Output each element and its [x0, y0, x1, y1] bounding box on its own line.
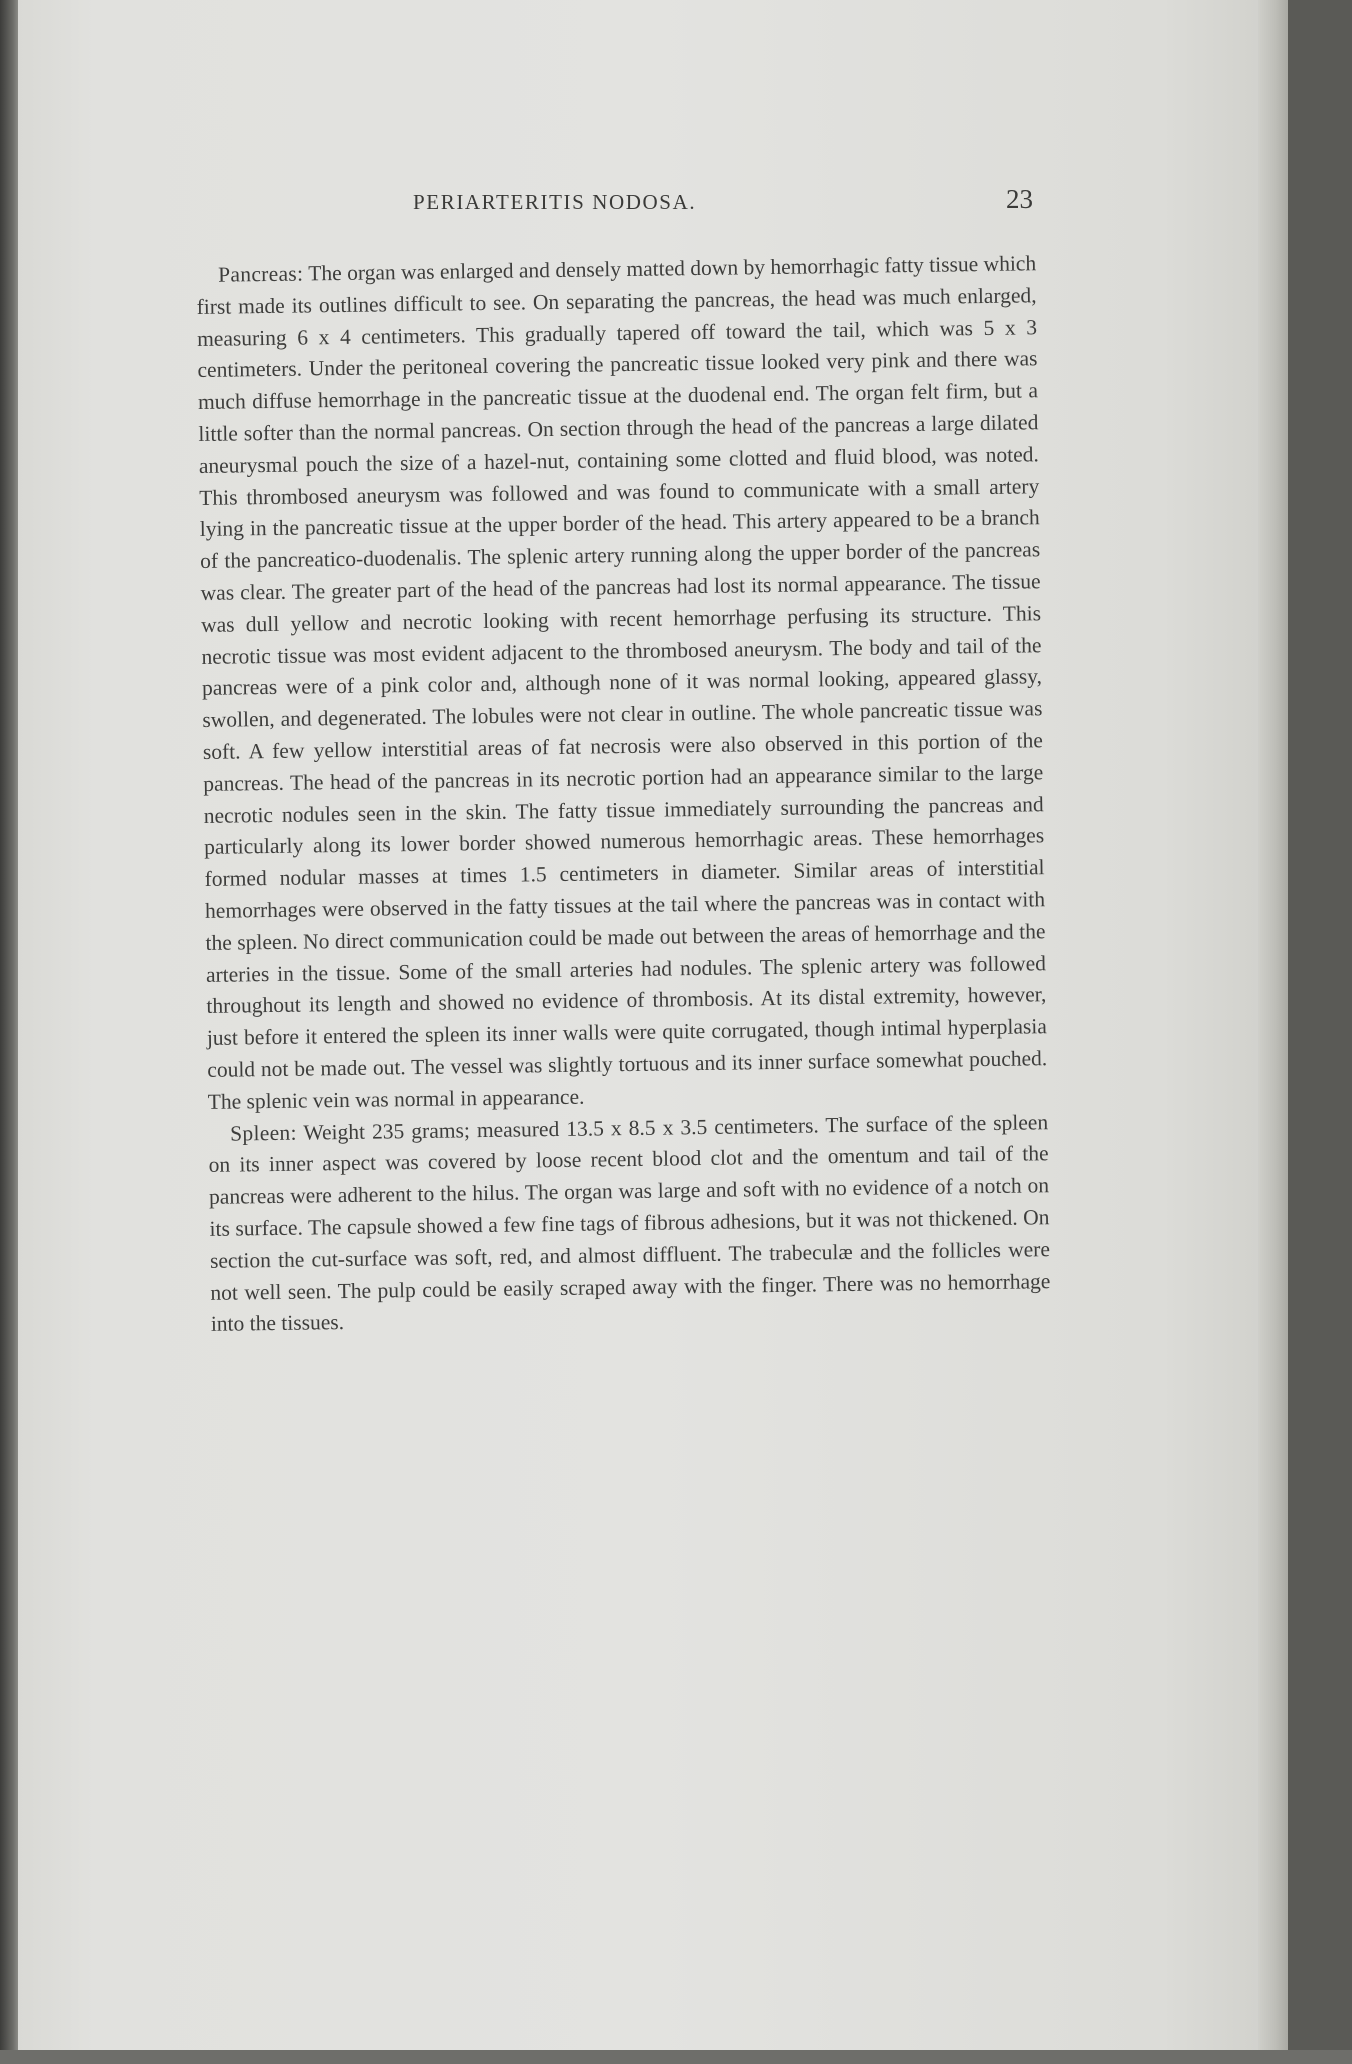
paragraph-text: Weight 235 grams; measured 13.5 x 8.5 x 3.5 centimeters. The surface of the spleen on its inner aspect was covered by loose recent blood clot and the omentum and tail of the pancreas were adherent to the hilus. The organ was large and soft with no evidence of a notch on its surface. The capsule showed a few fine tags of fibrous adhesions, but it was not thickened. On section the cut-surface was soft, red, and almost diffluent. The trabeculæ and the follicles were not well seen. The pulp could be easily scraped away with the finger. There was no hemorrhage into the tissues. [208, 1109, 1051, 1337]
paragraph-pancreas [196, 248, 1048, 1118]
scan-bottom-edge [0, 2050, 1352, 2064]
running-head: PERIARTERITIS NODOSA. [413, 190, 697, 214]
body-text [196, 248, 1051, 1341]
paragraph-spleen [208, 1107, 1051, 1341]
paragraph-lead: Pancreas: [218, 261, 304, 287]
page-edge-shadow [1258, 0, 1288, 2064]
paragraph-text: The organ was enlarged and densely matted down by hemorrhagic fatty tissue which first made its outlines difficult to see. On separating the pancreas, the head was much enlarged, measuring 6 x 4 centimeters. This gradually tapered off toward the tail, which was 5 x 3 centimeters. Under the peritoneal covering the pancreatic tissue looked very pink and there was much diffuse hemorrhage in the pancreatic tissue at the duodenal end. The organ felt firm, but a little softer than the normal pancreas. On section through the head of the pancreas a large dilated aneurysmal pouch the size of a hazel-nut, containing some clotted and fluid blood, was noted. This thrombosed aneurysm was followed and was found to communicate with a small artery lying in the pancreatic tissue at the upper border of the head. This artery appeared to be a branch of the pancreatico-duodenalis. The splenic artery running along the upper border of the pancreas was clear. The greater part of the head of the pancreas had lost its normal appearance. The tissue was dull yellow and necrotic looking with recent hemorrhage perfusing its structure. This necrotic tissue was most evident adjacent to the thrombosed aneurysm. The body and tail of the pancreas were of a pink color and, although none of it was normal looking, appeared glassy, swollen, and degenerated. The lobules were not clear in outline. The whole pancreatic tissue was soft. A few yellow interstitial areas of fat necrosis were also observed in this portion of the pancreas. The head of the pancreas in its necrotic portion had an appearance similar to the large necrotic nodules seen in the skin. The fatty tissue immediately surrounding the pancreas and particularly along its lower border showed numerous hemorrhagic areas. These hemorrhages formed nodular masses at times 1.5 centimeters in diameter. Similar areas of interstitial hemorrhages were observed in the fatty tissues at the tail where the pancreas was in contact with the spleen. No direct communication could be made out between the areas of hemorrhage and the arteries in the tissue. Some of the small arteries had nodules. The splenic artery was followed throughout its length and showed no evidence of thrombosis. At its distal extremity, however, just before it entered the spleen its inner walls were quite corrugated, though intimal hyperplasia could not be made out. The vessel was slightly tortuous and its inner surface somewhat pouched. The splenic vein was normal in appearance. [196, 251, 1048, 1114]
page-header [413, 184, 1033, 230]
page-number: 23 [1006, 184, 1033, 214]
book-spine-shadow [0, 0, 18, 2064]
book-page [18, 0, 1288, 2064]
paragraph-lead: Spleen: [230, 1120, 297, 1146]
